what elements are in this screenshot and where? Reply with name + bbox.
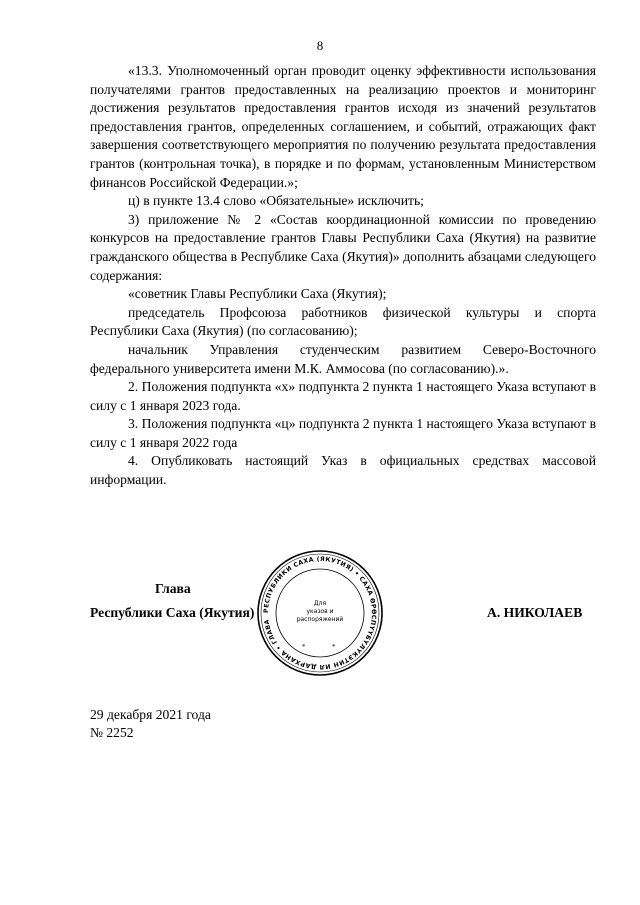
document-number: № 2252 <box>90 725 134 740</box>
document-date: 29 декабря 2021 года <box>90 707 211 722</box>
seal-center-line: распоряжений <box>296 616 344 623</box>
paragraph: ц) в пункте 13.4 слово «Обязательные» исключить; <box>128 193 424 209</box>
page-number: 8 <box>316 38 324 53</box>
svg-text:*: * <box>302 643 306 651</box>
paragraph: председатель Профсоюза работников физической культуры и спорта Республики Саха (Якутия) (по согласованию); <box>90 304 596 339</box>
signatory-region: Республики Саха (Якутия) <box>90 605 255 620</box>
signatory-title: Глава <box>155 581 191 596</box>
svg-text:*: * <box>332 643 336 651</box>
seal-center-line: указов и <box>306 608 334 615</box>
paragraph: 3) приложение № 2 «Состав координационной комиссии по проведению конкурсов на предоставление грантов Главы Республики Саха (Якутия) на развитие гражданского общества в Республике Саха (Якутия)» дополнить абзацами следующего содержания: <box>90 211 596 283</box>
document-body <box>90 62 596 490</box>
paragraph: «13.3. Уполномоченный орган проводит оценку эффективности использования получателями грантов предоставленных на реализацию проектов и мониторинг достижения результатов предоставления грантов исходя из значений результатов предоставления грантов, определенных соглашением, и событий, отражающих факт завершения соответствующего мероприятия по получению результата предоставления грантов (контрольная точка), в порядке и по формам, установленным Министерством финансов Российской Федерации.»; <box>90 63 596 190</box>
paragraph: 3. Положения подпункта «ц» подпункта 2 пункта 1 настоящего Указа вступают в силу с 1 января 2022 года <box>90 416 596 450</box>
seal-center-line: Для <box>313 600 327 607</box>
paragraph: 2. Положения подпункта «х» подпункта 2 пункта 1 настоящего Указа вступают в силу с 1 января 2023 года. <box>90 379 596 413</box>
seal-outer-text: РЕСПУБЛИКИ САХА (ЯКУТИЯ) • САХА ӨРӨСПҮҮБҮЛҮКЭТИН ИЛ ДАРХАНА • ГЛАВА <box>262 555 378 671</box>
paragraph: «советник Главы Республики Саха (Якутия); <box>128 286 387 302</box>
signatory-name: А. НИКОЛАЕВ <box>487 605 583 620</box>
paragraph: 4. Опубликовать настоящий Указ в официальных средствах массовой информации. <box>90 453 596 488</box>
paragraph: начальник Управления студенческим развитием Северо-Восточного федерального университета имени М.К. Аммосова (по согласованию).». <box>90 341 596 376</box>
official-seal <box>256 549 384 677</box>
